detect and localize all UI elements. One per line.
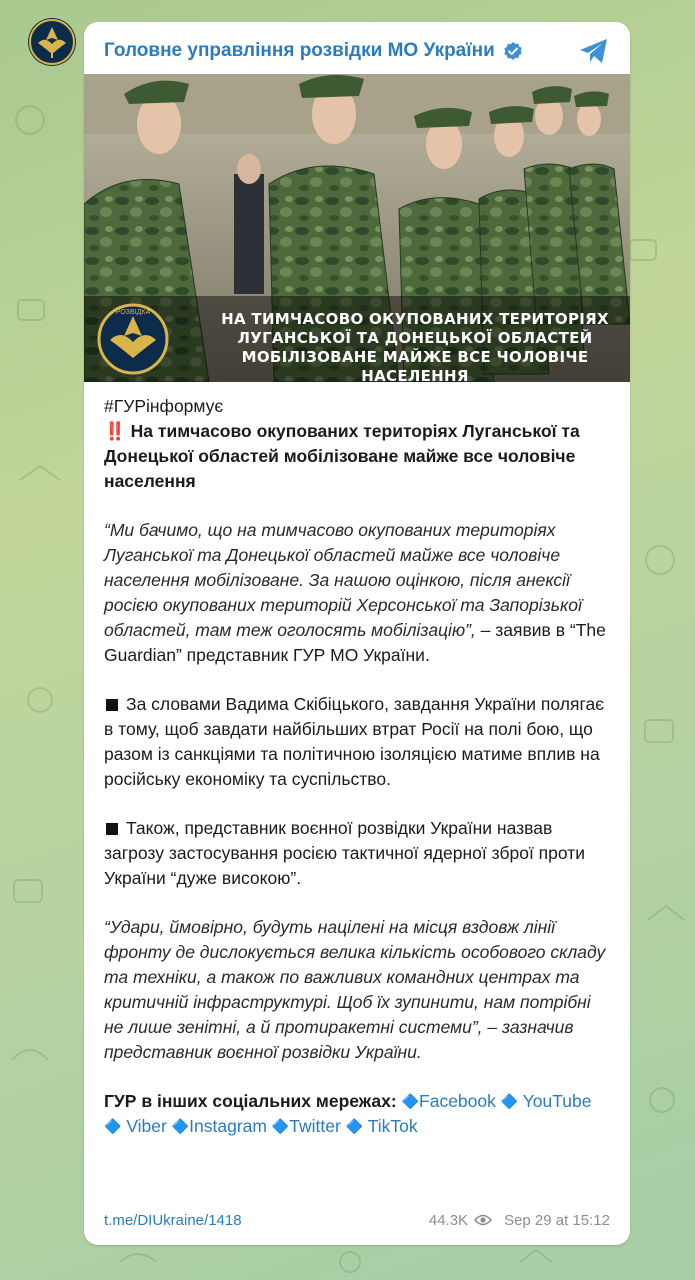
blue-diamond-icon: 🔷 bbox=[104, 1118, 122, 1134]
quote-1-italic: “Ми бачимо, що на тимчасово окупованих територіях Луганської та Донецької областей майже все чоловіче населення мобілізоване. За нашою оцінкою, після анексії росією окупованих територій Херсонської та Запорізької областей, там теж оголосять мобілізацію”, bbox=[104, 520, 582, 640]
photo-caption-line: НА ТИМЧАСОВО ОКУПОВАНИХ ТЕРИТОРІЯХ bbox=[221, 310, 609, 328]
bullet-paragraph-1 bbox=[104, 692, 612, 792]
verified-badge-icon bbox=[503, 41, 523, 61]
social-links bbox=[104, 1089, 612, 1139]
bullet-2-text: Також, представник воєнної розвідки України назвав загрозу застосування росією тактичної ядерної зброї проти України “дуже високою”. bbox=[104, 818, 586, 888]
twitter-link[interactable]: Twitter bbox=[289, 1116, 341, 1136]
view-count: 44.3K bbox=[428, 1211, 469, 1229]
quote-1-attribution: – заявив в “The Guardian” представник ГУР МО України. bbox=[104, 620, 606, 665]
social-label: ГУР в інших соціальних мережах: bbox=[104, 1091, 397, 1111]
bullet-paragraph-2 bbox=[104, 816, 612, 891]
hashtag-link[interactable]: #ГУРінформує bbox=[104, 396, 224, 416]
telegram-share-icon[interactable] bbox=[578, 36, 610, 66]
post-timestamp: Sep 29 at 15:12 bbox=[504, 1211, 610, 1229]
eye-icon bbox=[474, 1214, 492, 1226]
blue-diamond-icon: 🔷 bbox=[401, 1093, 420, 1109]
double-exclamation-icon: ‼️ bbox=[104, 421, 126, 441]
post-link[interactable]: t.me/DIUkraine/1418 bbox=[104, 1211, 242, 1229]
channel-avatar[interactable] bbox=[28, 18, 76, 66]
message-meta bbox=[429, 1212, 610, 1229]
post-headline bbox=[104, 419, 612, 494]
intelligence-badge-logo bbox=[92, 302, 174, 376]
message-card bbox=[84, 22, 630, 1245]
blue-diamond-icon: 🔷 bbox=[500, 1093, 519, 1109]
bullet-1-text: За словами Вадима Скібіцького, завдання України полягає в тому, щоб завдати найбільших втрат Росії на полі бою, що разом із санкціями та політичною ізоляцією матиме вплив на російську економіку та суспільство. bbox=[104, 694, 605, 789]
post-text bbox=[104, 394, 612, 1139]
intelligence-emblem-icon bbox=[28, 18, 76, 66]
youtube-link[interactable]: YouTube bbox=[522, 1091, 592, 1111]
black-square-icon bbox=[106, 699, 118, 711]
blue-diamond-icon: 🔷 bbox=[171, 1118, 190, 1134]
quote-paragraph-2: “Удари, ймовірно, будуть націлені на місця вздовж лінії фронту де дислокується велика кількість особового складу та техніки, а також по важливих командних центрах та критичній інфраструктурі. Щоб їх зупинити, нам потрібні не лише зенітні, а й протиракетні системи”, – зазначив представник воєнної розвідки України. bbox=[104, 917, 606, 1062]
viber-link[interactable]: Viber bbox=[126, 1116, 167, 1136]
photo-caption bbox=[214, 310, 616, 382]
message-footer bbox=[104, 1207, 610, 1233]
post-photo[interactable] bbox=[84, 74, 630, 382]
blue-diamond-icon: 🔷 bbox=[271, 1118, 290, 1134]
black-square-icon bbox=[106, 823, 118, 835]
instagram-link[interactable]: Instagram bbox=[189, 1116, 267, 1136]
headline-text: На тимчасово окупованих територіях Луганської та Донецької областей мобілізоване майже все чоловіче населення bbox=[104, 421, 580, 491]
photo-caption-line: МОБІЛІЗОВАНЕ МАЙЖЕ ВСЕ ЧОЛОВІЧЕ НАСЕЛЕННЯ bbox=[241, 348, 589, 382]
channel-name[interactable]: Головне управління розвідки МО України bbox=[104, 40, 495, 61]
photo-caption-line: ЛУГАНСЬКОЇ ТА ДОНЕЦЬКОЇ ОБЛАСТЕЙ bbox=[237, 329, 593, 347]
facebook-link[interactable]: Facebook bbox=[419, 1091, 496, 1111]
blue-diamond-icon: 🔷 bbox=[345, 1118, 364, 1134]
quote-paragraph-1 bbox=[104, 518, 612, 668]
badge-text: РОЗВІДКА bbox=[115, 309, 151, 316]
tiktok-link[interactable]: TikTok bbox=[367, 1116, 418, 1136]
message-header bbox=[104, 36, 610, 66]
